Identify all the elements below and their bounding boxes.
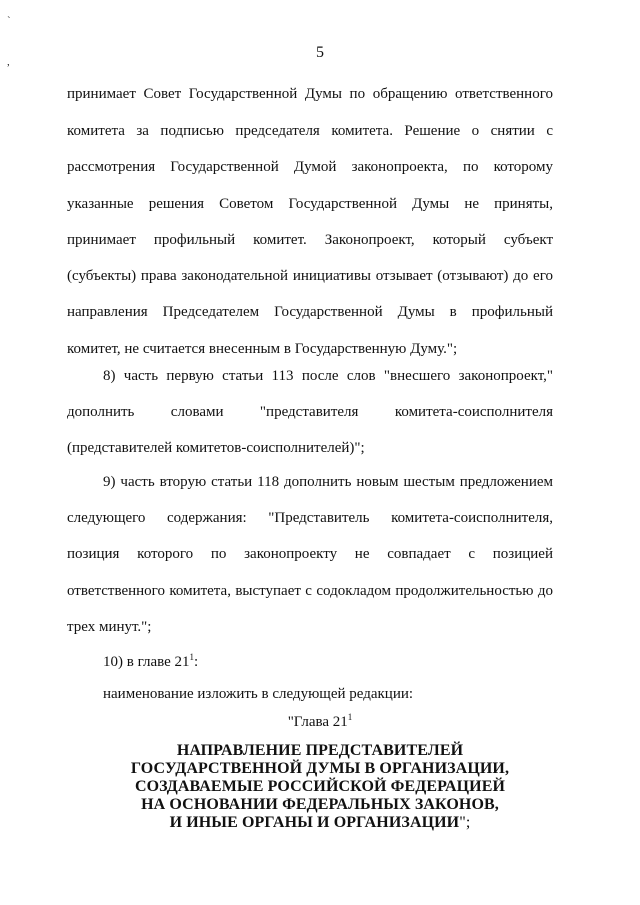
- text-line: 9) часть вторую статьи 118 дополнить новым шестым предложением: [103, 474, 553, 490]
- text-line: указанные решения Советом Государственной Думы не приняты,: [67, 196, 553, 212]
- text-line: [67, 652, 553, 672]
- text-line: (субъекты) права законодательной инициативы отзывает (отзывают) до его: [67, 268, 553, 284]
- text-line: дополнить словами "представителя комитета-соисполнителя: [67, 404, 553, 420]
- chapter-heading: [0, 712, 640, 732]
- chapter-title-line: НАПРАВЛЕНИЕ ПРЕДСТАВИТЕЛЕЙ: [176, 742, 464, 759]
- rename-instruction: наименование изложить в следующей редакции:: [103, 686, 414, 702]
- text-line: позиция которого по законопроекту не совпадает с позицией: [67, 546, 553, 562]
- page-number: 5: [316, 44, 324, 61]
- text-line: рассмотрения Государственной Думой законопроекта, по которому: [67, 159, 553, 175]
- margin-mark: `: [7, 15, 11, 27]
- text-line: трех минут.";: [67, 619, 152, 635]
- text-line: 8) часть первую статьи 113 после слов "внесшего законопроект,": [103, 368, 553, 384]
- text-line: ответственного комитета, выступает с содокладом продолжительностью до: [67, 583, 553, 599]
- text-line: комитет, не считается внесенным в Государственную Думу.";: [67, 341, 458, 357]
- closing-quote: ";: [459, 814, 471, 831]
- text-line: комитета за подписью председателя комитета. Решение о снятии с: [67, 123, 553, 139]
- item-10-colon: :: [194, 654, 199, 670]
- chapter-title-line: И ИНЫЕ ОРГАНЫ И ОРГАНИЗАЦИИ: [169, 814, 460, 831]
- margin-mark: ,: [7, 56, 10, 68]
- superscript: 1: [189, 652, 195, 662]
- chapter-title-line: СОЗДАВАЕМЫЕ РОССИЙСКОЙ ФЕДЕРАЦИЕЙ: [134, 778, 506, 795]
- superscript: 1: [347, 712, 353, 722]
- chapter-title-line-last: [0, 814, 640, 832]
- chapter-title-line: НА ОСНОВАНИИ ФЕДЕРАЛЬНЫХ ЗАКОНОВ,: [141, 796, 499, 813]
- text-line: (представителей комитетов-соисполнителей)";: [67, 440, 365, 456]
- text-line: следующего содержания: "Представитель комитета-соисполнителя,: [67, 510, 553, 526]
- text-line: принимает профильный комитет. Законопроект, который субъект: [67, 232, 553, 248]
- chapter-title: [0, 742, 640, 832]
- chapter-heading-text: "Глава 21: [287, 714, 348, 730]
- chapter-title-line: ГОСУДАРСТВЕННОЙ ДУМЫ В ОРГАНИЗАЦИИ,: [130, 760, 510, 777]
- item-10-text: 10) в главе 21: [103, 654, 190, 670]
- text-line: принимает Совет Государственной Думы по обращению ответственного: [67, 86, 553, 102]
- text-line: направления Председателем Государственной Думы в профильный: [67, 304, 553, 320]
